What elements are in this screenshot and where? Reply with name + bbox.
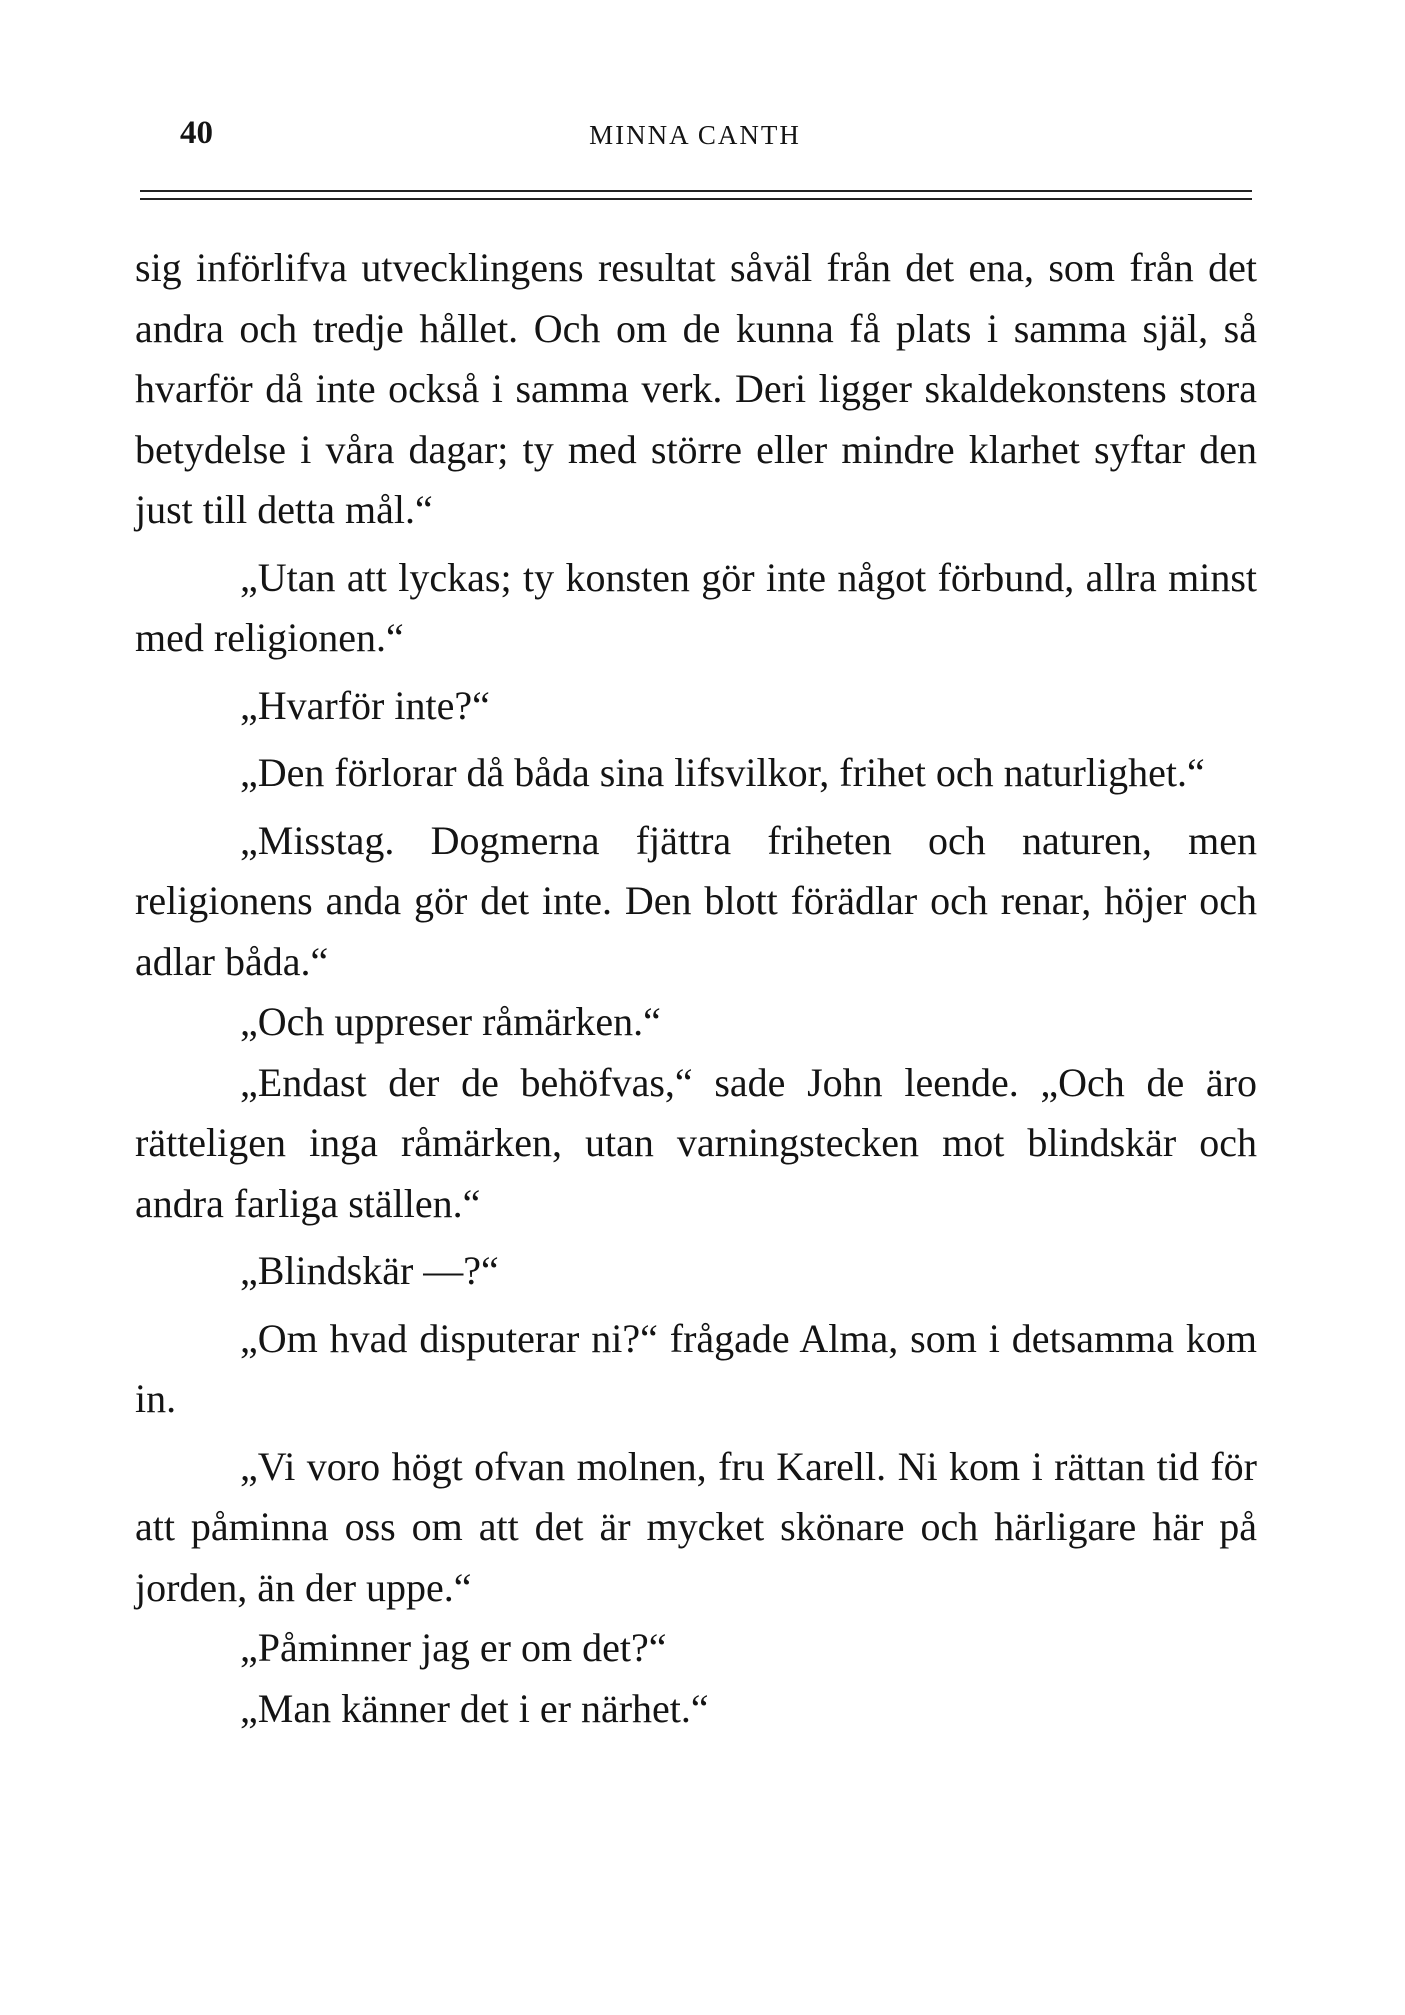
paragraph-dialogue: „Blindskär —?“ bbox=[240, 1248, 499, 1293]
running-title: MINNA CANTH bbox=[589, 120, 801, 150]
paragraph-dialogue: „Utan att lyckas; ty konsten gör inte något förbund, allra minst med religionen.“ bbox=[135, 554, 1257, 660]
paragraph-dialogue: „Endast der de behöfvas,“ sade John leende. „Och de äro rätteligen inga råmärken, utan varningstecken mot blindskär och andra farliga ställen.“ bbox=[135, 1059, 1257, 1226]
header-rule bbox=[140, 190, 1252, 200]
paragraph-dialogue: „Den förlorar då båda sina lifsvilkor, frihet och naturlighet.“ bbox=[240, 750, 1205, 795]
paragraph-dialogue: „Man känner det i er närhet.“ bbox=[240, 1685, 709, 1731]
paragraph-dialogue: „Vi voro högt ofvan molnen, fru Karell. Ni kom i rättan tid för att påminna oss om att det är mycket skönare och härligare här på jorden, än der uppe.“ bbox=[135, 1443, 1257, 1610]
running-head bbox=[140, 110, 1250, 160]
paragraph-continuation: sig införlifva utvecklingens resultat såväl från det ena, som från det andra och tredje hållet. Och om de kunna få plats i samma själ, så hvarför då inte också i samma verk. Deri ligger skaldekonstens stora betydelse i våra dagar; ty med större eller mindre klarhet syftar den just till detta mål.“ bbox=[135, 245, 1257, 532]
paragraph-dialogue: „Och uppreser råmärken.“ bbox=[240, 999, 661, 1044]
page-number: 40 bbox=[180, 115, 213, 151]
paragraph-dialogue: „Misstag. Dogmerna fjättra friheten och naturen, men religionens anda gör det inte. Den blott förädlar och renar, höjer och adlar båda.“ bbox=[135, 817, 1257, 984]
body-text bbox=[135, 238, 1257, 1739]
paragraph-dialogue: „Om hvad disputerar ni?“ frågade Alma, som i detsamma kom in. bbox=[135, 1315, 1257, 1421]
paragraph-dialogue: „Hvarför inte?“ bbox=[240, 682, 490, 728]
paragraph-dialogue: „Påminner jag er om det?“ bbox=[240, 1625, 667, 1670]
